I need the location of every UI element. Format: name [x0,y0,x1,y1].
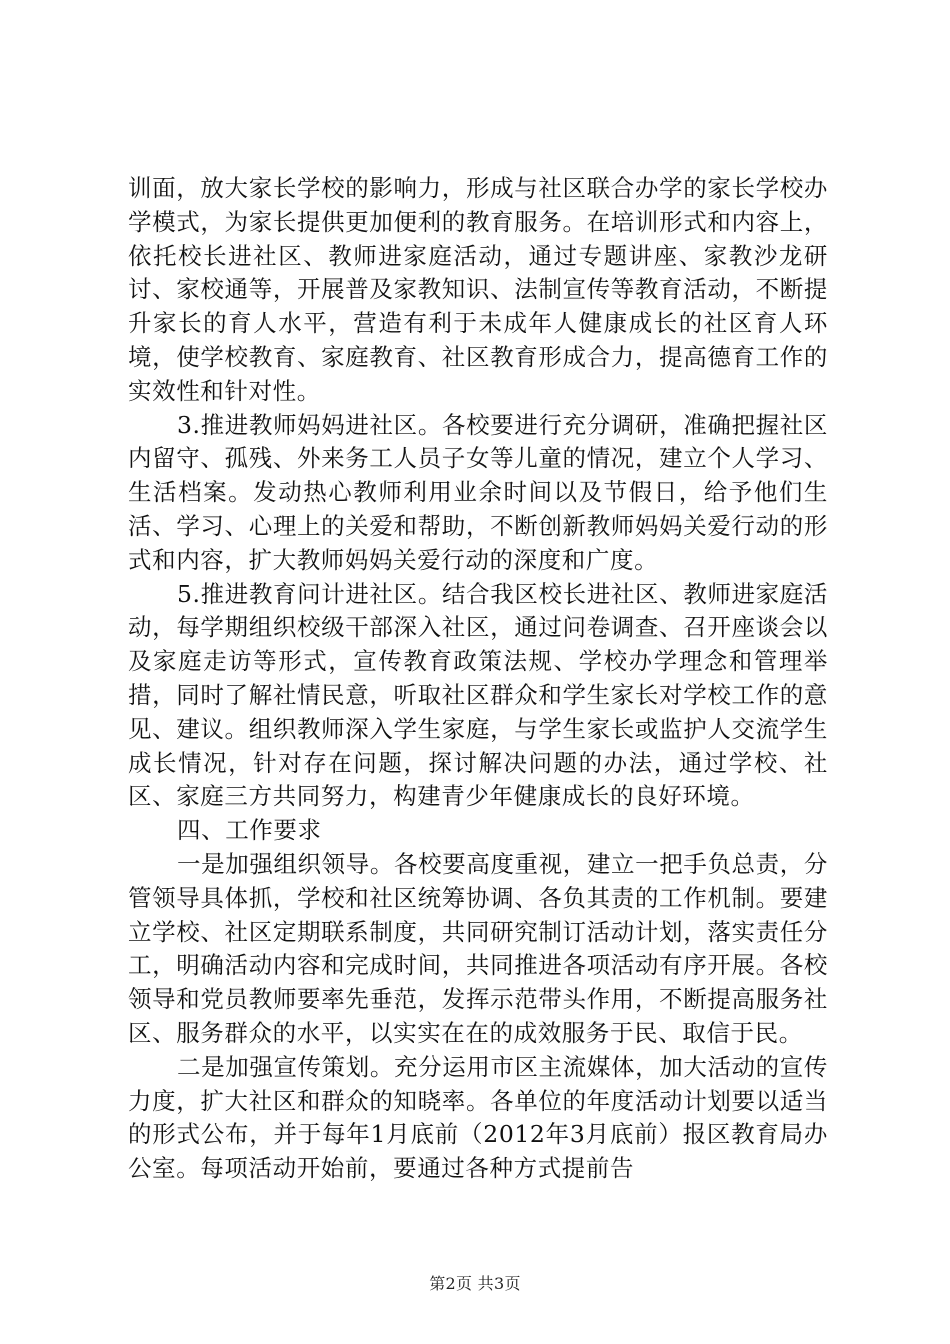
paragraph-1: 训面，放大家长学校的影响力，形成与社区联合办学的家长学校办学模式，为家长提供更加便利的教育服务。在培训形式和内容上，依托校长进社区、教师进家庭活动，通过专题讲座、家教沙龙研讨、家校通等，开展普及家教知识、法制宣传等教育活动，不断提升家长的育人水平，营造有利于未成年人健康成长的社区育人环境，使学校教育、家庭教育、社区教育形成合力，提高德育工作的实效性和针对性。 [128,174,828,405]
page-number-footer: 第2页 共3页 [429,1274,521,1293]
paragraph-4: 一是加强组织领导。各校要高度重视，建立一把手负总责，分管领导具体抓，学校和社区统筹协调、各负其责的工作机制。要建立学校、社区定期联系制度，共同研究制订活动计划，落实责任分工，明确活动内容和完成时间，共同推进各项活动有序开展。各校领导和党员教师要率先垂范，发挥示范带头作用，不断提高服务社区、服务群众的水平，以实实在在的成效服务于民、取信于民。 [128,849,828,1047]
paragraph-2: 3.推进教师妈妈进社区。各校要进行充分调研，准确把握社区内留守、孤残、外来务工人员子女等儿童的情况，建立个人学习、生活档案。发动热心教师利用业余时间以及节假日，给予他们生活、学习、心理上的关爱和帮助，不断创新教师妈妈关爱行动的形式和内容，扩大教师妈妈关爱行动的深度和广度。 [128,410,828,574]
document-body [128,172,828,1186]
paragraph-5: 二是加强宣传策划。充分运用市区主流媒体，加大活动的宣传力度，扩大社区和群众的知晓率。各单位的年度活动计划要以适当的形式公布，并于每年1月底前（2012年3月底前）报区教育局办公室。每项活动开始前，要通过各种方式提前告 [128,1052,828,1183]
paragraph-3: 5.推进教育问计进社区。结合我区校长进社区、教师进家庭活动，每学期组织校级干部深入社区，通过问卷调查、召开座谈会以及家庭走访等形式，宣传教育政策法规、学校办学理念和管理举措，同时了解社情民意，听取社区群众和学生家长对学校工作的意见、建议。组织教师深入学生家庭，与学生家长或监护人交流学生成长情况，针对存在问题，探讨解决问题的办法，通过学校、社区、家庭三方共同努力，构建青少年健康成长的良好环境。 [128,579,828,811]
section-heading: 四、工作要求 [177,816,322,845]
